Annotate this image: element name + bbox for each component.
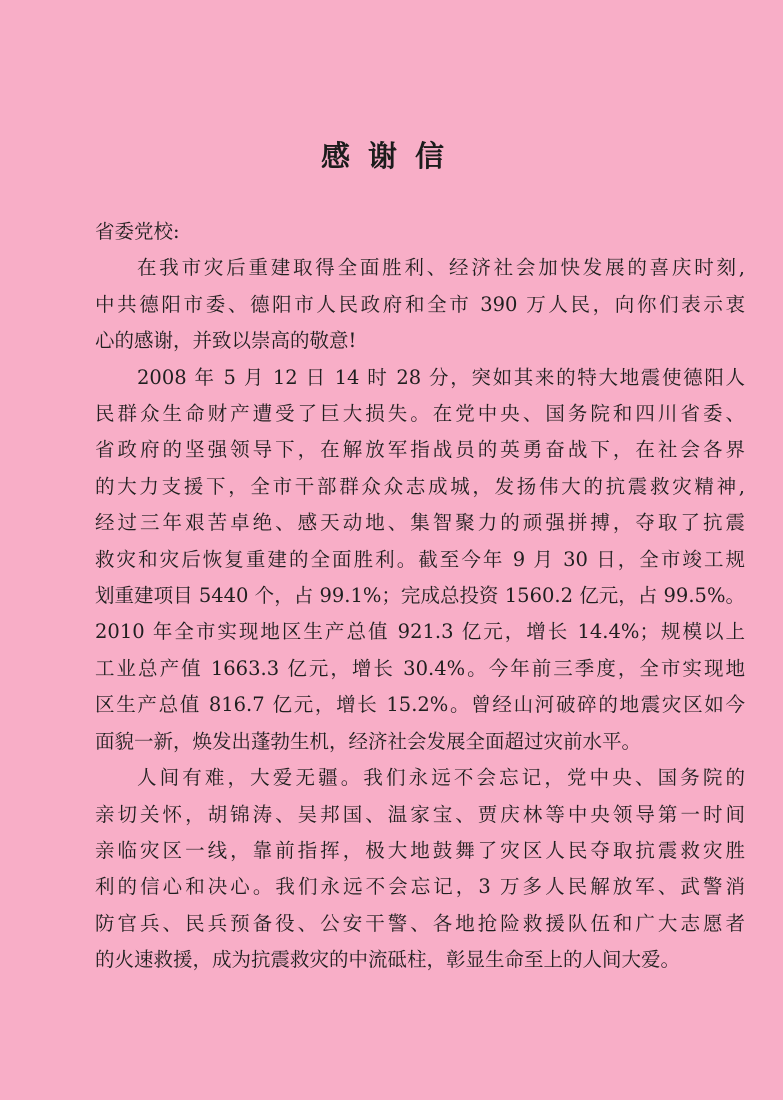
text-line: 工业总产值 1663.3 亿元，增长 30.4%。今年前三季度，全市实现地 [95,656,745,680]
letter-body [95,214,745,979]
text-line: 心的感谢，并致以崇高的敬意! [95,329,357,353]
text-line: 经过三年艰苦卓绝、感天动地、集智聚力的顽强拼搏，夺取了抗震 [95,511,745,535]
text-line: 面貌一新，焕发出蓬勃生机，经济社会发展全面超过灾前水平。 [95,729,642,753]
text-line: 利的信心和决心。我们永远不会忘记，3 万多人民解放军、武警消 [95,875,745,899]
salutation: 省委党校: [95,220,180,243]
text-line: 在我市灾后重建取得全面胜利、经济社会加快发展的喜庆时刻, [137,256,745,280]
text-line: 中共德阳市委、德阳市人民政府和全市 390 万人民，向你们表示衷 [95,292,745,316]
text-line: 2010 年全市实现地区生产总值 921.3 亿元，增长 14.4%；规模以上 [95,620,745,644]
text-line: 划重建项目 5440 个，占 99.1%；完成总投资 1560.2 亿元，占 99.5%。 [95,584,745,608]
text-line: 的火速救援，成为抗震救灾的中流砥柱，彰显生命至上的人间大爱。 [95,948,681,972]
text-line: 人间有难，大爱无疆。我们永远不会忘记，党中央、国务院的 [137,766,745,790]
text-line: 亲切关怀，胡锦涛、吴邦国、温家宝、贾庆林等中央领导第一时间 [95,802,745,826]
text-line: 省政府的坚强领导下，在解放军指战员的英勇奋战下，在社会各界 [95,438,745,462]
text-line: 民群众生命财产遭受了巨大损失。在党中央、国务院和四川省委、 [95,402,745,426]
text-line: 的大力支援下，全市干部群众众志成城，发扬伟大的抗震救灾精神, [95,474,745,498]
text-line: 救灾和灾后恢复重建的全面胜利。截至今年 9 月 30 日，全市竣工规 [95,547,745,571]
text-line: 亲临灾区一线，靠前指挥，极大地鼓舞了灾区人民夺取抗震救灾胜 [95,838,745,862]
letter-title: 感谢信 [320,139,462,173]
text-line: 防官兵、民兵预备役、公安干警、各地抢险救援队伍和广大志愿者 [95,911,745,935]
text-line: 区生产总值 816.7 亿元，增长 15.2%。曾经山河破碎的地震灾区如今 [95,693,745,717]
text-line: 2008 年 5 月 12 日 14 时 28 分，突如其来的特大地震使德阳人 [137,365,745,389]
